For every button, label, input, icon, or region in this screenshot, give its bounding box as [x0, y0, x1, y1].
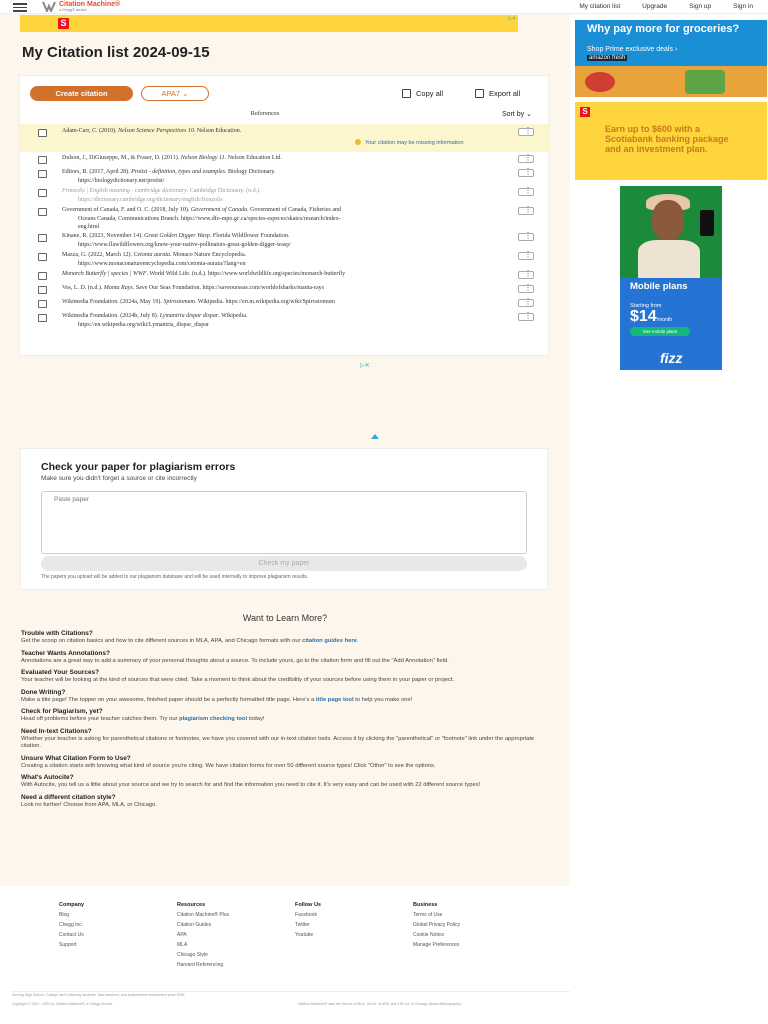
citation-title: Fronzolis | English meaning - cambridge dictionary [62, 188, 187, 194]
citation-author-date: Adam-Carr, C. (2010). [62, 128, 119, 134]
citation-source: . Monaco Nature Encyclopedia. [170, 252, 247, 258]
citation-text [62, 284, 482, 293]
citation-title: Great Golden Digger Wasp [144, 233, 210, 239]
citation-row [20, 249, 550, 268]
citation-title: Government of Canada [190, 207, 248, 213]
learn-heading: Need In-text Citations? [21, 727, 92, 735]
footer-heading: Business [413, 902, 438, 908]
plagiarism-note: The papers you upload will be added to our plagiarism database and will be used internally to improve plagiarism results. [41, 574, 309, 580]
citation-source: . World Wild Life. (n.d.). https://www.worldwildlife.org/species/monarch-butterfly [146, 271, 346, 277]
warning-icon [355, 139, 361, 145]
footer-column [177, 900, 229, 970]
scotiabank-logo-icon: S [58, 18, 69, 29]
citation-checkbox[interactable] [38, 129, 47, 137]
footer-column [59, 900, 84, 950]
citation-menu-icon[interactable] [518, 299, 534, 307]
learn-text: Look no further! Choose from APA, MLA, or Chicago. [21, 801, 157, 808]
ad-price-value: $14 [630, 308, 657, 325]
learn-heading: Need a different citation style? [21, 793, 116, 801]
citation-text [62, 312, 482, 329]
citation-row [20, 296, 550, 310]
citation-text [62, 251, 482, 268]
learn-text: Your teacher will be looking at the kind of sources that were cited. Take a moment to think about the credibility of your sources before using them in your paper or project. [21, 677, 455, 683]
citation-title: Cetonia aurata [133, 252, 170, 258]
footer-link[interactable]: Citation Guides [177, 922, 212, 928]
citation-line [62, 298, 482, 307]
footer-note: Serving High School, College, and University students, their teachers, and independent researchers since 2000. [12, 993, 186, 997]
footer [0, 886, 768, 1024]
scotiabank-logo-icon: S [580, 107, 590, 117]
citation-menu-icon[interactable] [518, 271, 534, 279]
footer-link[interactable]: APA [177, 932, 187, 938]
citation-source: . Florida Wildflower Foundation. [209, 233, 290, 239]
learn-paragraph [21, 658, 551, 666]
footer-link[interactable]: Blog [59, 912, 70, 918]
logo-text: Citation Machine® [59, 1, 121, 8]
footer-link[interactable]: Harvard Referencing [177, 962, 224, 968]
learn-paragraph [21, 638, 551, 646]
footer-link[interactable]: Facebook [295, 912, 317, 918]
citation-row [20, 310, 550, 329]
citation-row [20, 230, 550, 249]
logo-icon [42, 1, 56, 12]
footer-heading: Company [59, 902, 85, 908]
citation-checkbox[interactable] [38, 234, 47, 242]
ad-subline: Shop Prime exclusive deals › [587, 46, 678, 53]
citation-text [62, 232, 482, 249]
citation-rows [20, 124, 550, 329]
citation-checkbox[interactable] [38, 253, 47, 261]
citation-line: https://biologydictionary.net/protist/ [78, 177, 165, 184]
learn-more-section [21, 626, 551, 809]
learn-paragraph [21, 802, 551, 810]
citation-text [62, 270, 482, 279]
top-banner-ad[interactable] [20, 15, 518, 32]
citation-source: . Cambridge Dictionary. (n.d.). [186, 188, 261, 194]
citation-text [62, 168, 482, 185]
citation-row [20, 204, 550, 230]
citation-line [62, 206, 482, 215]
fizz-logo: fizz [660, 350, 683, 366]
learn-heading: Unsure What Citation Form to Use? [21, 754, 131, 762]
learn-heading: Evaluated Your Sources? [21, 669, 100, 676]
create-citation-button[interactable]: Create citation [30, 86, 133, 101]
ad-price-period: /month [656, 317, 672, 323]
citation-checkbox[interactable] [38, 314, 47, 322]
citation-text [62, 154, 482, 163]
citation-source: . Wikipedia. [218, 313, 248, 319]
learn-heading: Trouble with Citations? [21, 630, 93, 637]
footer-link[interactable]: Terms of Use [413, 912, 443, 918]
top-bar [0, 0, 768, 14]
plagiarism-checker [20, 448, 548, 590]
citation-checkbox[interactable] [38, 286, 47, 294]
footer-heading: Resources [177, 902, 206, 908]
nav-sign-in[interactable]: Sign in [733, 3, 753, 10]
citation-style-label: APA7 [161, 89, 181, 98]
citation-list-panel [19, 75, 549, 356]
learn-paragraph [21, 697, 551, 705]
learn-text: Get the scoop on citation basics and how to cite different sources in MLA, APA, and Chicago formats with our [21, 638, 303, 644]
citation-menu-icon[interactable] [518, 128, 534, 136]
learn-heading: What's Autocite? [21, 774, 74, 781]
learn-paragraph [21, 677, 551, 685]
citation-checkbox[interactable] [38, 208, 47, 216]
citation-row [20, 282, 550, 296]
footer-link[interactable]: Cookie Notice [413, 932, 445, 938]
plagiarism-subtitle: Make sure you didn't forget a source or cite incorrectly [41, 475, 197, 482]
citation-menu-icon[interactable] [518, 313, 534, 321]
export-all-button[interactable] [475, 89, 520, 98]
citation-source: . Nelson Education Ltd. [224, 155, 282, 161]
missing-info-warning[interactable] [355, 139, 464, 148]
learn-paragraph [21, 763, 551, 771]
copy-icon [402, 89, 411, 98]
ad-price [630, 308, 672, 326]
citation-line [62, 284, 482, 293]
footer-copyright: Copyright © 2001 - 2024 by Citation Machine®, a Chegg Service. [12, 1002, 114, 1006]
citation-author-date: Dulson, J., DiGiuseppe, M., & Fraser, D. (2011). [62, 155, 181, 161]
learn-link[interactable]: plagiarism checking tool [179, 716, 248, 722]
scotiabank-ad[interactable] [575, 102, 767, 180]
learn-text: Head off problems before your teacher catches them. Try our [21, 716, 180, 722]
citation-text [62, 298, 482, 307]
citation-text [62, 127, 482, 136]
learn-text: Creating a citation starts with knowing what kind of source you're citing. We have citation forms for over 50 different source types! Click "Other" to see the options. [21, 762, 436, 769]
citation-row [20, 124, 550, 152]
nav-my-citation-list[interactable]: My citation list [579, 3, 621, 10]
learn-text: today! [247, 716, 265, 722]
amazon-fresh-ad[interactable] [575, 20, 767, 97]
citation-line [62, 187, 482, 196]
learn-text: Whether your teacher is asking for parenthetical citations or footnotes, we have you covered with our in-text citation tools. Access it by clicking the "parenthetical" or "footnote" link under the appropriate citation. [21, 735, 535, 749]
citation-line [62, 232, 482, 241]
references-heading: References [250, 110, 280, 117]
footer-link[interactable]: Citation Machine® Plus [177, 912, 230, 918]
check-my-paper-button[interactable]: Check my paper [41, 556, 527, 571]
phone-icon [700, 210, 714, 236]
fizz-mobile-ad[interactable] [620, 186, 722, 370]
footer-heading: Follow Us [295, 902, 321, 908]
ad-photo [620, 186, 722, 278]
citation-menu-icon[interactable] [518, 233, 534, 241]
citation-source: . Nelson Education. [193, 128, 242, 134]
learn-text: . [356, 638, 359, 644]
citation-style-select[interactable] [141, 86, 209, 101]
learn-text: With Autocite, you tell us a little about your source and we try to search for and find the information you need to cite it. It's very easy and can be used with 22 different source types! [21, 782, 481, 788]
citation-source: . Government of Canada, Fisheries and [247, 207, 341, 213]
ad-headline: Why pay more for groceries? [587, 23, 740, 35]
citation-title: Manta Rays [103, 285, 133, 291]
page-title: My Citation list 2024-09-15 [22, 44, 210, 61]
citation-line: Oceans Canada, Communications Branch. https://www.dfo-mpo.gc.ca/species-especes/skates/research/index- [78, 215, 341, 222]
citation-text [62, 187, 482, 204]
citation-line [62, 251, 482, 260]
sort-by-label: Sort by [501, 111, 525, 118]
learn-link[interactable]: citation guides here [302, 638, 357, 644]
learn-paragraph [21, 716, 551, 724]
citation-checkbox[interactable] [38, 272, 47, 280]
citation-menu-icon[interactable] [518, 155, 534, 163]
footer-link[interactable]: Contact Us [59, 932, 84, 938]
citation-line [62, 154, 482, 163]
citation-line [62, 168, 482, 177]
citation-line [62, 127, 482, 136]
citation-author-date: Wikimedia Foundation. (2024a, May 19). [62, 299, 164, 305]
citation-title: Nelson Biology 11 [180, 155, 225, 161]
top-nav [557, 3, 753, 10]
learn-text: to help you make one! [353, 696, 413, 703]
footer-column [295, 900, 321, 940]
footer-style-note: Citation Machine® uses the 9th ed. of MLA, 7th ed. of APA, and 17th ed. of Chicago (Notes-Bibliography). [298, 1002, 462, 1006]
learn-more-title: Want to Learn More? [242, 613, 328, 623]
citation-line [62, 312, 482, 321]
citation-menu-icon[interactable] [518, 252, 534, 260]
citation-source: . Save Our Seas Foundation. https://saveourseas.com/worldofsharks/manta-rays [132, 285, 325, 291]
citation-line: https://www.flawildflowers.org/know-your-native-pollinators-great-golden-digger-wasp/ [78, 241, 291, 248]
citation-row [20, 268, 550, 282]
citation-menu-icon[interactable] [518, 169, 534, 177]
chevron-down-icon: ⌄ [526, 111, 532, 118]
citation-line [62, 270, 482, 279]
learn-heading: Done Writing? [21, 688, 66, 696]
ad-from-label: Starting from [630, 303, 662, 309]
citation-menu-icon[interactable] [518, 207, 534, 215]
learn-heading: Teacher Wants Annotations? [21, 649, 110, 657]
warning-text: Your citation may be missing information [365, 140, 464, 146]
footer-link[interactable]: Support [59, 942, 77, 948]
export-all-label: Export all [489, 89, 521, 98]
citation-line: https://dictionary.cambridge.org/dictionary/english/fronzolis [78, 196, 223, 203]
citation-author-date: Editors, B. (2017, April 28). [62, 169, 132, 175]
citation-author-date: Mazza, G. (2022, March 12). [62, 252, 134, 258]
citation-line: eng.html [78, 224, 100, 230]
ad-choices-icon[interactable]: ▷✕ [507, 16, 516, 22]
citation-author-date: Kinane, R. (2023, November 14). [62, 233, 145, 239]
scroll-up-icon[interactable] [371, 434, 379, 439]
citation-line: https://en.wikipedia.org/wiki/Lymantria_dispar_dispar [78, 321, 209, 328]
footer-link[interactable]: Youtube [295, 932, 314, 938]
footer-link[interactable]: Twitter [295, 922, 310, 928]
citation-title: Protist - definition, types and examples [131, 169, 225, 175]
citation-title: Spirostomum [163, 299, 195, 305]
chevron-down-icon: ⌄ [182, 89, 189, 98]
citation-title: Lymantria dispar dispar [159, 313, 219, 319]
footer-column [413, 900, 460, 950]
site-logo[interactable] [42, 1, 120, 12]
citation-title: Monarch Butterfly | species | WWF [62, 271, 147, 277]
nav-upgrade[interactable]: Upgrade [642, 3, 668, 10]
grocery-image [575, 66, 767, 97]
ad-headline: Earn up to $600 with a Scotiabank banking package and an investment plan. [605, 124, 729, 154]
citation-menu-icon[interactable] [518, 285, 534, 293]
citation-row [20, 185, 550, 204]
citation-title: Nelson Science Perspectives 10 [118, 128, 194, 134]
learn-text: Make a title page! The topper on your awesome, finished paper should be a perfectly formatted title page. Here's a [21, 696, 316, 703]
learn-link[interactable]: title page tool [315, 696, 354, 703]
citation-source: . Wikipedia. https://en.m.wikipedia.org/wiki/Spirostomum [194, 299, 335, 305]
menu-icon[interactable] [13, 3, 27, 11]
learn-paragraph [21, 782, 551, 790]
citation-row [20, 152, 550, 166]
see-mobile-plans-button[interactable]: See mobile plans [630, 327, 690, 336]
copy-all-button[interactable] [402, 89, 443, 98]
plagiarism-title: Check your paper for plagiarism errors [41, 461, 236, 473]
footer-link[interactable]: Chegg Inc. [59, 922, 84, 928]
nav-sign-up[interactable]: Sign up [689, 3, 712, 10]
citation-row [20, 166, 550, 185]
citation-checkbox[interactable] [38, 189, 47, 197]
ad-choices-icon[interactable]: ▷✕ [360, 363, 370, 369]
citation-line: https://www.monaconatureencyclopedia.com/cetonia-aurata/?lang=en [78, 260, 246, 267]
ad-headline: Mobile plans [630, 281, 688, 292]
footer-divider [10, 991, 570, 992]
learn-paragraph [21, 736, 551, 751]
footer-link[interactable]: MLA [177, 942, 188, 948]
copy-all-label: Copy all [416, 89, 444, 98]
export-icon [475, 89, 484, 98]
citation-checkbox[interactable] [38, 156, 47, 164]
citation-checkbox[interactable] [38, 170, 47, 178]
paste-paper-input[interactable] [41, 491, 527, 554]
citation-author-date: Wikimedia Foundation. (2024b, July 8). [62, 313, 160, 319]
footer-link[interactable]: Chicago Style [177, 952, 208, 958]
citation-author-date: Government of Canada, F. and O. C. (2018, July 10). [62, 207, 191, 213]
logo-subtext: a Chegg® service [59, 8, 87, 12]
citation-checkbox[interactable] [38, 300, 47, 308]
footer-link[interactable]: Global Privacy Policy [413, 922, 460, 928]
learn-heading: Check for Plagiarism, yet? [21, 708, 103, 715]
learn-text: Annotations are a great way to add a summary of your personal thoughts about a source. To include yours, go to the citation form and fill out the "Add Annotation" field. [21, 657, 449, 664]
citation-text [62, 206, 482, 232]
sort-by-dropdown[interactable] [502, 110, 532, 118]
citation-menu-icon[interactable] [518, 188, 534, 196]
footer-link[interactable]: Manage Preferences [413, 942, 460, 948]
citation-author-date: Vos, L. D. (n.d.). [62, 285, 104, 291]
citation-source: . Biology Dictionary. [224, 169, 276, 175]
ad-brand: amazon fresh [589, 55, 626, 61]
